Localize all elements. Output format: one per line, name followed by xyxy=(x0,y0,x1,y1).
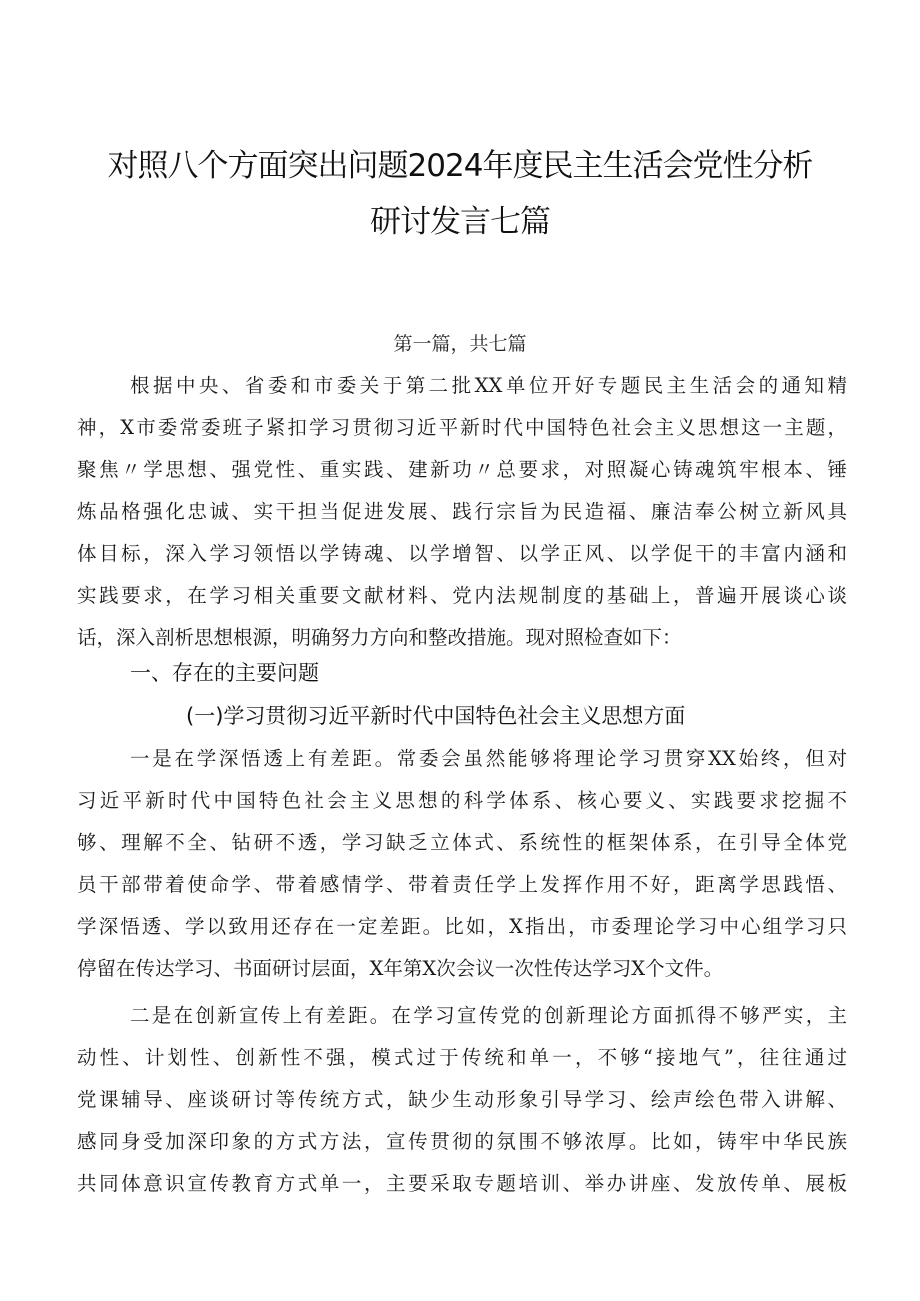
document-title-line-2: 研讨发言七篇 xyxy=(370,204,550,240)
paragraph-line: 神，X市委常委班子紧扣学习贯彻习近平新时代中国特色社会主义思想这一主题， xyxy=(77,416,847,439)
subsection-heading: (一)学习贯彻习近平新时代中国特色社会主义思想方面 xyxy=(186,704,686,728)
paragraph-line: 感同身受加深印象的方式方法，宣传贯彻的氛围不够浓厚。比如，铸牢中华民族 xyxy=(77,1130,847,1153)
paragraph-line: 实践要求，在学习相关重要文献材料、党内法规制度的基础上，普遍开展谈心谈 xyxy=(77,584,847,607)
paragraph-line: 党课辅导、座谈研讨等传统方式，缺少生动形象引导学习、绘声绘色带入讲解、 xyxy=(77,1088,847,1111)
paragraph-line: 体目标，深入学习领悟以学铸魂、以学增智、以学正风、以学促干的丰富内涵和 xyxy=(77,542,847,565)
document-subtitle: 第一篇，共七篇 xyxy=(393,333,527,355)
paragraph-line: 一是在学深悟透上有差距。常委会虽然能够将理论学习贯穿XX始终，但对 xyxy=(130,747,847,770)
paragraph-line: 够、理解不全、钻研不透，学习缺乏立体式、系统性的框架体系，在引导全体党 xyxy=(77,831,847,854)
paragraph-line: 动性、计划性、创新性不强，模式过于传统和单一，不够“接地气”，往往通过 xyxy=(77,1046,847,1069)
paragraph-line: 员干部带着使命学、带着感情学、带着责任学上发挥作用不好，距离学思践悟、 xyxy=(77,873,847,896)
paragraph-line: 学深悟透、学以致用还存在一定差距。比如，X指出，市委理论学习中心组学习只 xyxy=(77,915,847,938)
paragraph-line: 话，深入剖析思想根源，明确努力方向和整改措施。现对照检查如下： xyxy=(77,626,682,649)
paragraph-line: 根据中央、省委和市委关于第二批XX单位开好专题民主生活会的通知精 xyxy=(130,374,847,397)
paragraph-line: 聚焦〃学思想、强党性、重实践、建新功〃总要求，对照凝心铸魂筑牢根本、锤 xyxy=(77,458,847,481)
paragraph-line: 炼品格强化忠诚、实干担当促进发展、践行宗旨为民造福、廉洁奉公树立新风具 xyxy=(77,500,847,523)
document-title-line-1: 对照八个方面突出问题2024年度民主生活会党性分析 xyxy=(107,148,813,184)
section-heading: 一、存在的主要问题 xyxy=(130,661,319,685)
paragraph-line: 习近平新时代中国特色社会主义思想的科学体系、核心要义、实践要求挖掘不 xyxy=(77,789,847,812)
paragraph-line: 停留在传达学习、书面研讨层面，X年第X次会议一次性传达学习X个文件。 xyxy=(77,957,724,980)
paragraph-line: 共同体意识宣传教育方式单一，主要采取专题培训、举办讲座、发放传单、展板 xyxy=(77,1172,847,1195)
paragraph-line: 二是在创新宣传上有差距。在学习宣传党的创新理论方面抓得不够严实，主 xyxy=(130,1004,847,1027)
